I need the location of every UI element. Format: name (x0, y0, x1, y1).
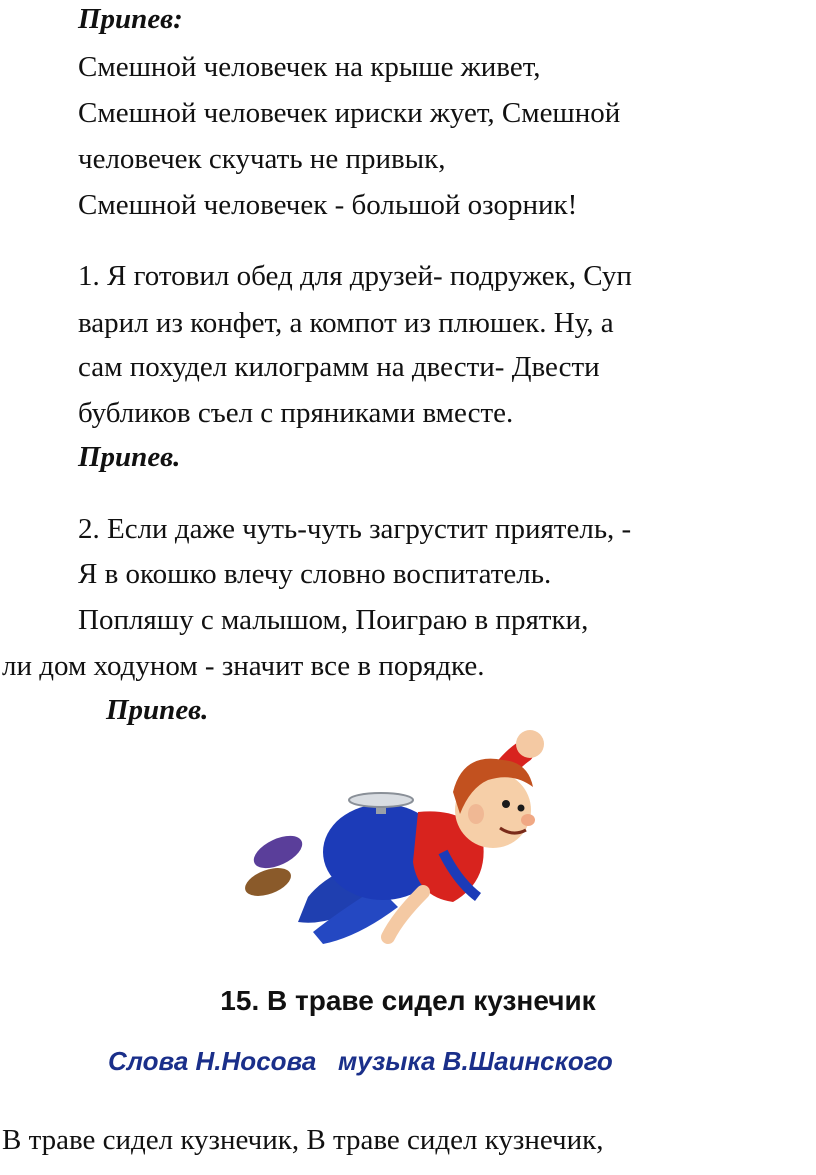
verse-1-line: бубликов съел с пряниками вместе. (78, 397, 514, 429)
refrain-line: Смешной человечек на крыше живет, (78, 51, 541, 83)
song-first-line: В траве сидел кузнечик, В траве сидел кузнечик, (2, 1124, 604, 1156)
refrain-line: Смешной человечек ириски жует, Смешной (78, 97, 621, 129)
flying-boy-with-propeller-illustration (238, 722, 568, 962)
song-credits: Слова Н.Носова музыка В.Шаинского (108, 1046, 613, 1076)
verse-1-line: 1. Я готовил обед для друзей- подружек, Суп (78, 260, 632, 292)
verse-1-line: варил из конфет, а компот из плюшек. Ну, а (78, 307, 614, 339)
song-title: 15. В траве сидел кузнечик (220, 985, 596, 1016)
refrain-line: Смешной человечек - большой озорник! (78, 189, 578, 221)
verse-2-line: Я в окошко влечу словно воспитатель. (78, 558, 552, 590)
refrain-heading: Припев: (78, 3, 183, 35)
verse-2-line: ли дом ходуном - значит все в порядке. (2, 650, 485, 682)
verse-2-line: Попляшу с малышом, Поиграю в прятки, (78, 604, 589, 636)
verse-1-refrain-label: Припев. (78, 441, 181, 473)
verse-2-line: 2. Если даже чуть-чуть загрустит приятель, - (78, 513, 632, 545)
verse-1-line: сам похудел килограмм на двести- Двести (78, 351, 600, 383)
verse-2-refrain-label: Припев. (106, 694, 209, 726)
refrain-line: человечек скучать не привык, (78, 143, 446, 175)
